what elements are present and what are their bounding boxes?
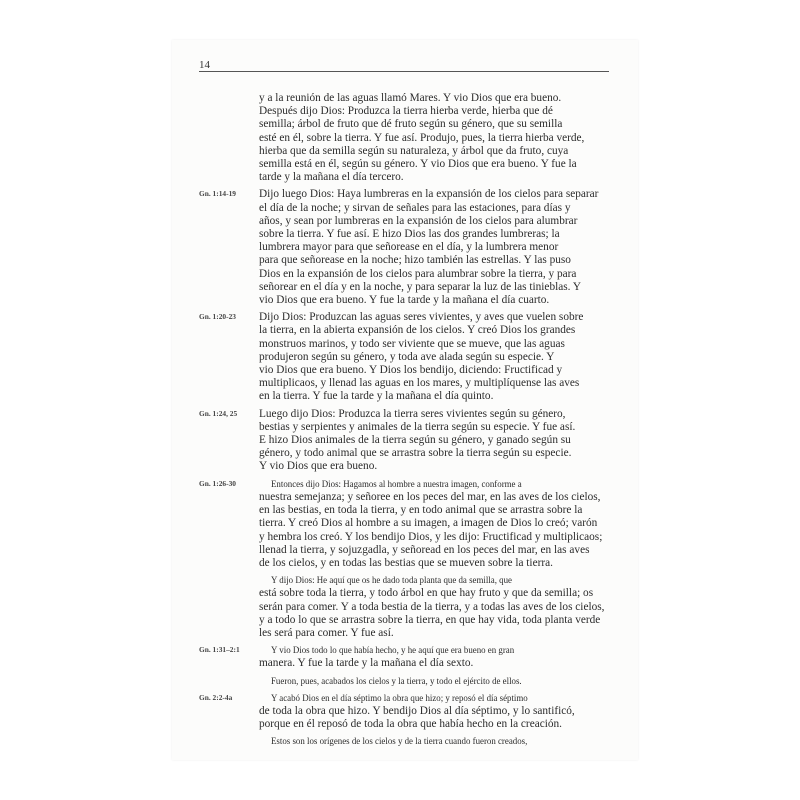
text-line: Dijo luego Dios: Haya lumbreras en la expansión de los cielos para separar [259,188,599,201]
text-line: lumbrera mayor para que señorease en el día, y la lumbrera menor [259,241,559,254]
paragraph-text [259,675,609,688]
text-line: semilla; árbol de fruto que dé fruto según su género, que su semilla [259,118,563,131]
verse-reference: Gn. 1:20-23 [199,312,236,322]
text-line: bestias y serpientes y animales de la tierra según su especie. Y fue así. [259,420,576,433]
page-number: 14 [199,59,210,71]
page-body [199,92,609,753]
text-line: de los cielos, y en todas las bestias que se mueven sobre la tierra. [259,556,553,569]
scripture-paragraph [199,478,609,570]
text-line: de toda la obra que hizo. Y bendijo Dios al día séptimo, y lo santificó, [259,704,575,717]
paragraph-text [259,311,609,403]
text-line: Y vio Dios todo lo que había hecho, y he aquí que era bueno en gran [271,645,515,656]
text-line: vio Dios que era bueno. Y Dios los bendijo, diciendo: Fructificad y [259,364,563,377]
verse-reference: Gn. 1:31–2:1 [199,645,240,655]
scripture-paragraph [199,407,609,474]
paragraph-text [259,574,609,640]
verse-reference: Gn. 1:14-19 [199,189,236,199]
header-rule [199,71,609,72]
text-line: E hizo Dios animales de la tierra según su género, y ganado según su [259,434,571,447]
verse-reference: Gn. 1:24, 25 [199,408,238,418]
text-line: Y acabó Dios en el día séptimo la obra que hizo; y reposó el día séptimo [271,692,528,703]
verse-reference: Gn. 1:26-30 [199,478,236,488]
text-line: Luego dijo Dios: Produzca la tierra seres vivientes según su género, [259,407,566,420]
verse-reference: Gn. 2:2-4a [199,692,233,702]
text-line: tarde y la mañana el día tercero. [259,171,404,184]
scripture-paragraph [199,311,609,403]
text-line: la tierra, en la abierta expansión de los cielos. Y creó Dios los grandes [259,324,576,337]
text-line: multiplicaos, y llenad las aguas en los mares, y multiplíquense las aves [259,377,580,390]
text-line: produjeron según su género, y toda ave alada según su especie. Y [259,350,555,363]
text-line: manera. Y fue la tarde y la mañana el día sexto. [259,657,474,670]
text-line: llenad la tierra, y sojuzgadla, y señoread en los peces del mar, en las aves [259,543,590,556]
text-line: nuestra semejanza; y señoree en los peces del mar, en las aves de los cielos, [259,490,601,503]
paragraph-text [259,735,609,748]
text-line: sobre la tierra. Y fue así. E hizo Dios las dos grandes lumbreras; la [259,228,560,241]
scripture-paragraph [259,735,609,748]
text-line: Después dijo Dios: Produzca la tierra hierba verde, hierba que dé [259,105,553,118]
paragraph-text [259,188,609,307]
text-line: género, y todo animal que se arrastra sobre la tierra según su especie. [259,447,572,460]
scripture-paragraph [259,675,609,688]
paragraph-text [259,92,609,184]
text-line: Y dijo Dios: He aquí que os he dado toda planta que da semilla, que [271,575,512,586]
scripture-paragraph [259,574,609,640]
text-line: el día de la noche; y sirvan de señales para las estaciones, para días y [259,201,571,214]
text-line: en las bestias, en toda la tierra, y en todo animal que se arrastra sobre la [259,504,583,517]
text-line: Y vio Dios que era bueno. [259,460,378,473]
text-line: y hembra los creó. Y los bendijo Dios, y les dijo: Fructificad y multiplicaos; [259,530,603,543]
scripture-paragraph [259,92,609,184]
text-line: porque en él reposó de toda la obra que había hecho en la creación. [259,718,562,731]
text-line: Dijo Dios: Produzcan las aguas seres vivientes, y aves que vuelen sobre [259,311,584,324]
text-line: años, y sean por lumbreras en la expansión de los cielos para alumbrar [259,214,578,227]
text-line: serán para comer. Y a toda bestia de la tierra, y a todas las aves de los cielos, [259,600,605,613]
text-line: tierra. Y creó Dios al hombre a su imagen, a imagen de Dios lo creó; varón [259,517,598,530]
text-line: Dios en la expansión de los cielos para alumbrar sobre la tierra, y para [259,267,577,280]
text-line: monstruos marinos, y todo ser viviente que se mueve, que las aguas [259,337,565,350]
paragraph-text [259,644,609,670]
text-line: vio Dios que era bueno. Y fue la tarde y la mañana el día cuarto. [259,294,550,307]
text-line: Entonces dijo Dios: Hagamos al hombre a nuestra imagen, conforme a [271,478,522,489]
text-line: les será para comer. Y fue así. [259,626,394,639]
paragraph-text [259,478,609,570]
scripture-paragraph [199,644,609,670]
text-line: Fueron, pues, acabados los cielos y la tierra, y todo el ejército de ellos. [271,675,522,686]
text-line: y a todo lo que se arrastra sobre la tierra, en que hay vida, toda planta verde [259,613,601,626]
scripture-paragraph [199,188,609,307]
text-line: semilla está en él, según su género. Y vio Dios que era bueno. Y fue la [259,158,577,171]
text-line: Estos son los orígenes de los cielos y de la tierra cuando fueron creados, [271,736,528,747]
text-line: señorear en el día y en la noche, y para separar la luz de las tinieblas. Y [259,280,582,293]
text-line: está sobre toda la tierra, y todo árbol en que hay fruto y que da semilla; os [259,587,594,600]
text-line: en la tierra. Y fue la tarde y la mañana el día quinto. [259,390,494,403]
paragraph-text [259,408,609,474]
text-line: y a la reunión de las aguas llamó Mares. Y vio Dios que era bueno. [259,92,562,104]
text-line: esté en él, sobre la tierra. Y fue así. Produjo, pues, la tierra hierba verde, [259,131,585,144]
text-line: para que señorease en la noche; hizo también las estrellas. Y las puso [259,254,571,267]
paragraph-text [259,692,609,732]
text-line: hierba que da semilla según su naturaleza, y árbol que da fruto, cuya [259,144,569,157]
scripture-paragraph [199,692,609,732]
